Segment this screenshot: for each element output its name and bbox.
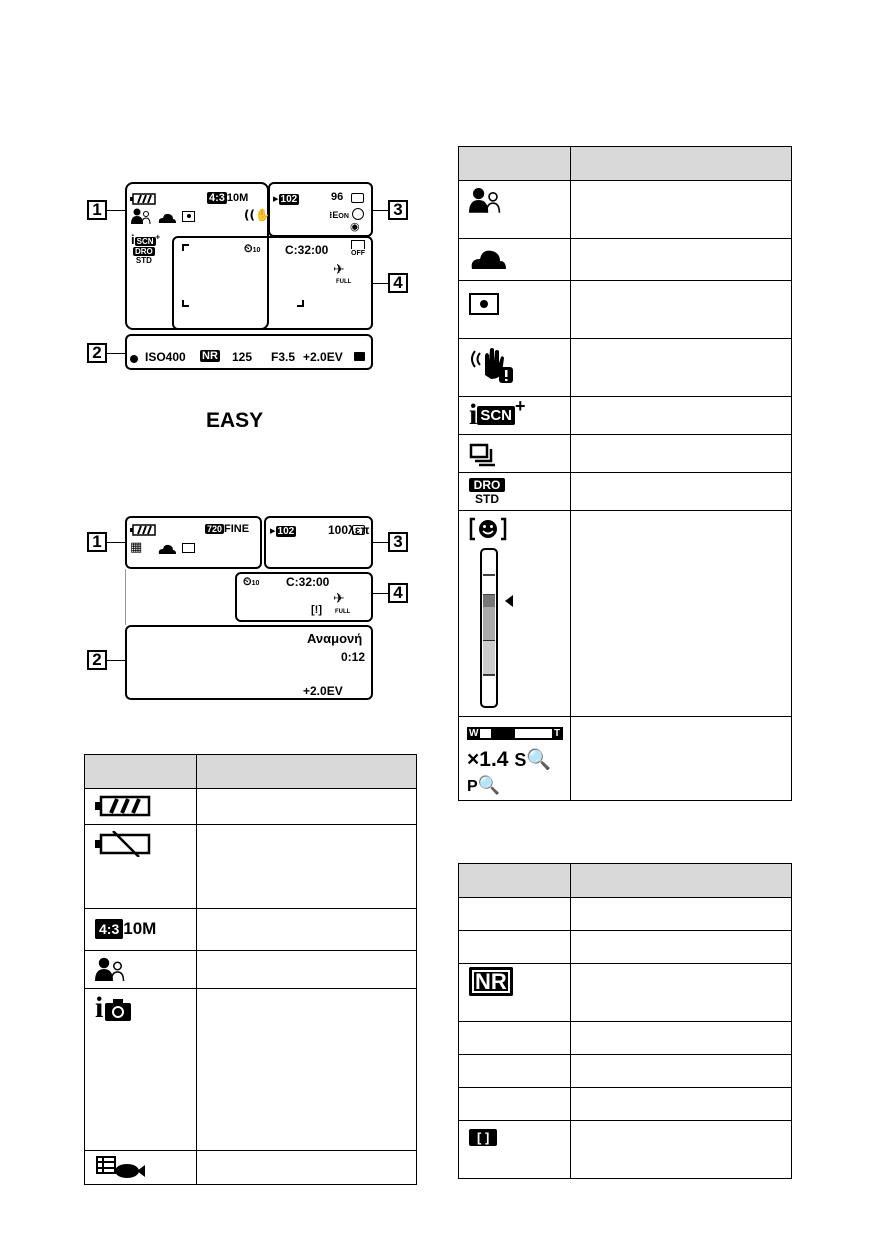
elapsed-time: 0:12 (341, 650, 366, 664)
table-row (85, 789, 417, 825)
flash-off-icon (352, 208, 364, 220)
tag-1-movie: 1 (87, 532, 107, 552)
spot-meter-icon (469, 293, 499, 315)
macro-cloud-icon (469, 249, 507, 269)
folder-indicator: ▸ 102 (270, 525, 295, 537)
leader-4 (373, 283, 388, 284)
face-detect-icon (469, 187, 501, 213)
tag-2: 2 (87, 343, 107, 363)
image-size-value: 10M (226, 192, 249, 204)
burst-icon (469, 443, 495, 467)
flash-charge-icon: ⁝EON (329, 210, 349, 220)
full-label: FULL (336, 279, 352, 285)
table-row (85, 1151, 417, 1185)
screen-outline-left (125, 569, 126, 625)
shutter-speed: 125 (232, 350, 253, 364)
table-row (459, 717, 792, 801)
red-eye-icon: ◉ (350, 220, 360, 233)
exposure-value: +2.0EV (303, 350, 343, 364)
table-row (459, 435, 792, 473)
table-row (459, 964, 792, 1022)
tag-3: 3 (388, 200, 408, 220)
recording-time: C:32:00 (286, 575, 330, 589)
tag-4: 4 (388, 273, 408, 293)
full-label: FULL (335, 609, 351, 615)
memory-card-icon (352, 525, 365, 535)
leader-1-movie (107, 542, 125, 543)
leader-2-movie (107, 660, 125, 661)
right-icon-table (458, 146, 792, 801)
standby-status: Αναμονή (307, 631, 363, 646)
table-header-row (459, 864, 792, 898)
leader-4-movie (373, 593, 388, 594)
table-row (459, 1022, 792, 1055)
tag-1: 1 (87, 200, 107, 220)
metering-center-icon: [ ] (469, 1129, 497, 1146)
movie-mode-icon (95, 1155, 145, 1179)
table-row (459, 1055, 792, 1088)
leader-1 (107, 210, 125, 211)
face-off-icon: OFF (351, 240, 365, 258)
nr-icon: NR (469, 967, 513, 996)
battery-empty-icon (95, 831, 151, 857)
aspect-ratio-badge: 4:3 (209, 192, 225, 204)
metering-icon (354, 352, 365, 361)
wind-icon: ✈ (333, 262, 345, 278)
bottom-icon-table (458, 863, 792, 1179)
remaining-images: 96 (331, 191, 344, 203)
self-timer-icon: ⏲10 (244, 243, 261, 255)
table-row (459, 898, 792, 931)
movie-mode-icon: ▦ (130, 540, 143, 555)
smile-shutter-icon (469, 515, 529, 711)
macro-cloud-icon (158, 544, 176, 554)
nr-badge: NR (202, 350, 218, 362)
battery-icon (130, 524, 156, 536)
af-frame-corner-br (297, 300, 304, 307)
folder-indicator: ▸ 102 (273, 193, 298, 205)
battery-icon (130, 193, 156, 205)
iscn-plus-icon: i SCN + (469, 396, 526, 431)
table-row (459, 1121, 792, 1179)
table-row (459, 181, 792, 239)
movie-quality-indicator: 720 FINE (207, 523, 250, 535)
dro-std-icon: DRO STD (469, 478, 505, 506)
leader-2 (107, 353, 125, 354)
face-detect-icon (131, 208, 151, 224)
table-row (459, 931, 792, 964)
wind-icon: ✈ (333, 591, 345, 607)
table-row (85, 909, 417, 951)
shake-warning-icon: ((✋ (244, 208, 270, 222)
af-frame-corner-tl (182, 244, 189, 251)
leader-3-movie (373, 542, 388, 543)
table-row (85, 989, 417, 1151)
image-size-indicator (207, 192, 248, 204)
tag-3-movie: 3 (388, 532, 408, 552)
image-size-icon: 4:3 10M (95, 919, 156, 938)
iso-value: ISO400 (145, 350, 186, 364)
recording-time: C:32:00 (285, 243, 329, 257)
table-row (459, 511, 792, 717)
battery-icon (95, 795, 151, 817)
left-icon-table (84, 754, 417, 1185)
spot-meter-icon (182, 211, 195, 222)
af-bracket-icon: [!] (311, 604, 322, 616)
exposure-value: +2.0EV (303, 684, 343, 698)
macro-cloud-icon (158, 213, 176, 223)
table-row (85, 951, 417, 989)
tag-4-movie: 4 (388, 583, 408, 603)
metering-multi-icon (182, 543, 195, 553)
table-header-row (85, 755, 417, 789)
table-row (459, 239, 792, 281)
status-dot (130, 355, 138, 363)
table-row (459, 397, 792, 435)
tag-2-movie: 2 (87, 650, 107, 670)
self-timer-icon: ⏲10 (243, 576, 260, 588)
memory-card-icon (351, 193, 364, 203)
table-header-row (459, 147, 792, 181)
dro-indicator: DRO STD (135, 247, 153, 265)
zoom-icon: W T ×1.4 S🔍 P🔍 (467, 717, 565, 799)
table-row (459, 1088, 792, 1121)
table-row (459, 473, 792, 511)
easy-heading: EASY (206, 409, 264, 432)
intelligent-auto-icon: i (95, 995, 131, 1021)
iscn-plus-icon: iSCN+ (131, 232, 161, 247)
shake-warning-icon (469, 347, 515, 383)
table-row (85, 825, 417, 909)
aperture-value: F3.5 (271, 350, 296, 364)
af-frame-corner-bl (182, 300, 189, 307)
face-detect-icon (95, 957, 125, 981)
leader-3 (373, 210, 388, 211)
remaining-time: 100λεπ (328, 523, 370, 537)
table-row (459, 281, 792, 339)
table-row (459, 339, 792, 397)
